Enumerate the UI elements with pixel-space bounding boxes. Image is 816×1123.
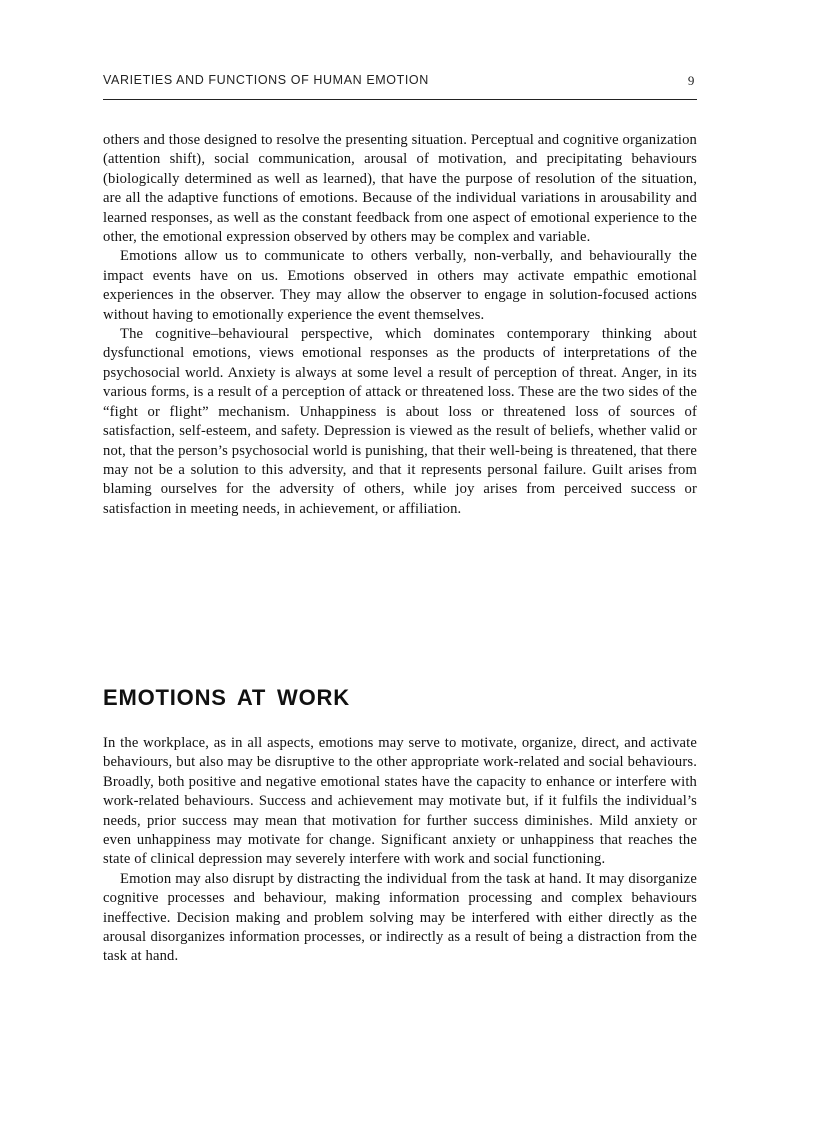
- header-rule: [103, 99, 697, 100]
- paragraph-communication: Emotions allow us to communicate to others verbally, non-verbally, and behaviourally the impact events have on us. Emotions observed in others may activate empathic emotional experiences in the observer. They may allow the observer to engage in solution-focused actions without having to emotionally experience the event themselves.: [103, 248, 697, 323]
- section-one-body: [103, 131, 697, 519]
- paragraph-disruption: Emotion may also disrupt by distracting the individual from the task at hand. It may disorganize cognitive processes and behaviour, making information processing and complex behaviours ineffective. Decision making and problem solving may be interfered with either directly as the arousal disorganizes information processes, or indirectly as a result of being a distraction from the task at hand.: [103, 870, 697, 965]
- paragraph-cognitive-behavioural: The cognitive–behavioural perspective, which dominates contemporary thinking about dysfunctional emotions, views emotional responses as the products of interpretations of the psychosocial world. Anxiety is always at some level a result of perception of threat. Anger, in its various forms, is a result of a perception of attack or threatened loss. These are the two sides of the “fight or flight” mechanism. Unhappiness is about loss or threatened loss of sources of satisfaction, self-esteem, and safety. Depression is viewed as the result of beliefs, whether valid or not, that the person’s psychosocial world is punishing, that their well-being is threatened, that there may not be a solution to this adversity, and that it represents personal failure. Guilt arises from blaming ourselves for the adversity of others, while joy arises from perceived success or satisfaction in meeting needs, in achievement, or affiliation.: [103, 326, 697, 517]
- section-two-body: [103, 734, 697, 967]
- running-head: [103, 73, 697, 93]
- section-heading-emotions-at-work: EMOTIONS AT WORK: [103, 685, 350, 710]
- paragraph-workplace: In the workplace, as in all aspects, emotions may serve to motivate, organize, direct, and activate behaviours, but also may be disruptive to the other appropriate work-related and social behaviours. Broadly, both positive and negative emotional states have the capacity to enhance or interfere with work-related behaviours. Success and achievement may motivate but, if it fulfils the individual’s needs, prior success may mean that motivation for further success diminishes. Mild anxiety or even unhappiness may motivate for change. Significant anxiety or unhappiness that reaches the state of clinical depression may severely interfere with work and social functioning.: [103, 735, 697, 868]
- paragraph-continued: others and those designed to resolve the presenting situation. Perceptual and cognitive organization (attention shift), social communication, arousal of motivation, and precipitating behaviours (biologically determined as well as learned), that have the purpose of resolution of the situation, are all the adaptive functions of emotions. Because of the individual variations in arousability and learned responses, as well as the constant feedback from one aspect of emotional experience to the other, the emotional expression observed by others may be complex and variable.: [103, 132, 697, 246]
- page-number: 9: [687, 73, 695, 88]
- running-head-title: VARIETIES AND FUNCTIONS OF HUMAN EMOTION: [103, 73, 429, 87]
